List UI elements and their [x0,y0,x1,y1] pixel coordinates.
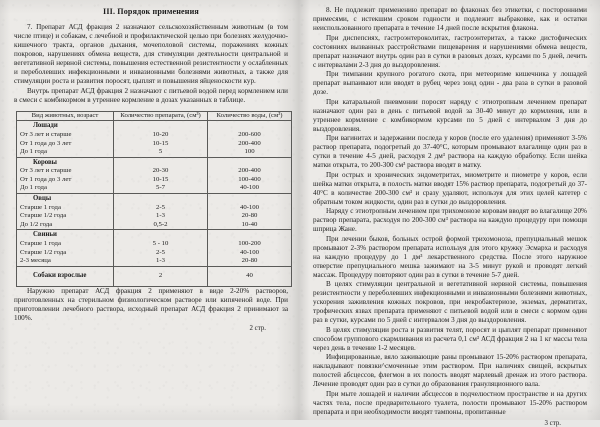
spacer [208,230,291,240]
group-age-row: Старше 1 года [20,240,61,248]
table-row [17,121,292,157]
prep-value: 5-7 [156,184,165,192]
group-age-row: До 1 года [20,148,47,156]
water-value: 200-400 [238,139,261,147]
table-row [17,230,292,266]
water-value: 40 [246,271,253,279]
prep-value: 5 [158,148,163,156]
group-age-row: От 3 лет и старше [20,131,72,139]
column-header-water-amount: Количество воды, (см³) [208,111,292,120]
prep-value: 1-3 [156,257,165,265]
right-page-column [300,0,600,427]
animal-group-sheep [17,193,114,229]
prep-value: 20-30 [152,167,169,175]
water-amount-cell [208,193,292,229]
group-age-row: 2-3 месяца [20,257,51,265]
paragraph-trichomoniasis-bulls: При лечении быков, больных острой формой трихомоноза, препуциальный мешок промывают 2-3% раствором препарата используя для этого кружку Эсмарха и расходуя на каждую процедуру до 1 дм³ лекарственного средства. После этого наружное отверстие препуциального мешка зажимают на 3-5 минут рукой и проводят легкий массаж. Процедуру повторяют один раз в сутки в течение 5-7 дней. [313,234,587,279]
water-value: 20-80 [241,212,258,220]
preparation-amount-cell [114,266,208,286]
group-age-row: От 3 лет и старше [20,167,72,175]
paragraph-infected-wounds: Инфицированные, вяло заживающие раны промывают 15-20% раствором препарата, накладывают повязки^смоченные этим раствором. При наличиях свищей, вскрытых полостей абсцессов, флегмон в их полость вводят марлевый дренаж из этого раствора. Лечение проводят один раз в сутки до образования грануляционного вала. [313,353,587,388]
table-row [17,266,292,286]
preparation-amount-cell [114,121,208,157]
spacer [208,121,291,131]
paragraph-8: 8. Не подлежит применению препарат во флаконах без этикетки, с посторонними примесями, с истекшим сроком годности и подлежит выбраковке, как и остатки неиспользованного препарата в течение 14 дней после вскрытия флакона. [313,6,587,32]
group-title: Собаки взрослые [33,271,87,279]
group-age-row: До 1/2 года [20,220,53,228]
animal-group-dogs [17,266,114,286]
paragraph-catarrhal-pneumonia: При катаральной пневмонии поросят наряду с этиотропным лечением препарат назначают один раз в день с питьевой водой за 30-40 минут до кормления, или в утреннее кормление с комбикормом курсами по 5 дней с интервалом 3 дня до выздоровления. [313,97,587,133]
column-header-preparation-amount: Количество препарата, (см³) [114,111,208,120]
spacer [114,230,207,240]
group-age-row: Старше 1 года [20,203,61,211]
group-title: Лошади [33,122,58,130]
water-amount-cell [208,157,292,193]
dosage-table [16,111,292,287]
group-age-row: От 1 года до 3 лет [20,175,72,183]
group-age-row: До 1 года [20,184,47,192]
water-value: 40-100 [239,248,260,256]
preparation-amount-cell [114,230,208,266]
water-value: 200-400 [238,167,261,175]
prep-value: 5 - 10 [152,240,169,248]
page-title: III. Порядок применения [103,7,199,16]
paragraph-nervous-system-stimulation: В целях стимуляции центральной и вегетативной нервной системы, повышения резистентности у переболевших инфекционными и инвазионными болезнями животных, ускорения заживления кожных покровов, при некробактериозе, экземах, дерматитах, трофических язвах препарата применяют с питьевой водой или в смеси с кормом один раз в сутки, курсами по 5 дней с интервалом 3 дня до выздоровления. [313,280,587,324]
animal-group-swine [17,230,114,266]
group-title: Коровы [33,158,57,166]
spacer [208,158,291,168]
water-value: 100-400 [238,175,261,183]
prep-value: 10-15 [152,139,169,147]
group-title: Свиньи [33,231,57,239]
left-page-number: 2 стр. [249,324,266,332]
water-value: 40-100 [239,184,260,192]
water-value: 100-200 [238,240,261,248]
paragraph-external-use: Наружно препарат АСД фракция 2 применяют в виде 2-20% растворов, приготовленных на стерильном физиологическом растворе или кипяченой воде. При приготовлении лечебного раствора, исходный препарат АСД фракция 2 принимают за 100%. [14,286,288,322]
spacer [114,194,207,204]
water-value: 100 [244,148,255,156]
spacer [114,121,207,131]
dosage-table-header [17,111,292,120]
left-page-column [0,0,300,420]
paragraph-endometritis: При острых и хронических эндометритах, миометрите и пиометре у коров, если шейка матки открыта, в полость матки вводят 15% раствор препарата, подогретый до 37-40°С в количестве 200-300 см³ и сразу удаляют, используя для этих целей катетер с обратным током жидкости, один раз в сутки до выздоровления. [313,170,587,206]
table-header-row [17,111,292,120]
spacer [208,194,291,204]
prep-value: 2-5 [156,203,165,211]
paragraph-strangles-horses: При мыте лошадей и наличии абсцессов в подчелюстном пространстве и на других частях тела, после предварительного туалета, полости промывают 15-20% раствором препарата и при необходимости вводят тампоны, пропитанные [313,389,587,416]
prep-value: 2 [158,271,163,279]
spacer [114,158,207,168]
group-age-row: Старше 1/2 года [20,248,67,256]
table-row [17,193,292,229]
animal-group-cows [17,157,114,193]
water-value: 10-40 [241,220,258,228]
group-age-row: Старше 1/2 года [20,212,67,220]
prep-value: 0,5-2 [153,220,168,228]
paragraph-vaginitis: При вагинитах и задержании последа у коров (после его удаления) применяют 3-5% раствор препарата, подогретый до 37-40°С, которым промывают влагалище один раз в сутки в течение 4-5 дней, расходуя 2 дм³ раствора на каждую обработку. Если шейка матки открыта, то 200-300 см³ раствора вводят в матку. [313,134,587,169]
prep-value: 2-5 [156,248,165,256]
paragraph-7: 7. Препарат АСД фракция 2 назначают сельскохозяйственным животным (в том числе птице) и собакам, с лечебной и профилактической целью при болезнях желудочно-кишечного тракта, органов дыхания, мочеполовой системы, поражениях кожных покровов, нарушениях обмена веществ, для стимуляции деятельности центральной и вегетативной нервной системы, повышения естественной резистентности у ослабленных и переболевших инфекционными и инвазионными болезнями животных, а также для стимуляции роста и развития поросят, цыплят и повышения яйценоскости кур. [14,23,288,86]
water-value: 20-80 [241,257,258,265]
water-value: 200-600 [238,131,261,139]
table-row [17,157,292,193]
column-header-animal: Вид животных, возраст [17,111,114,120]
paragraph-trichomoniasis-cows: Наряду с этиотропным лечением при трихомонозе коровам вводят во влагалище 20% раствор препарата, расходуя по 200-300 см³ раствора на каждую процедуру при помощи шприца Жане. [313,207,587,233]
dosage-table-body [17,121,292,286]
water-amount-cell [208,230,292,266]
paragraph-growth-stimulation: В целях стимуляции роста и развития телят, поросят и цыплят препарат применяют способом группового скармливания из расчета 0,1 см³ АСД фракция 2 на 1 кг массы тела через день в течение 1-2 месяцев. [313,325,587,352]
prep-value: 10-20 [152,131,169,139]
group-age-row: От 1 года до 3 лет [20,139,72,147]
water-amount-cell [208,121,292,157]
preparation-amount-cell [114,157,208,193]
paragraph-oral-administration: Внутрь препарат АСД фракция 2 назначают с питьевой водой перед кормлением или в смеси с комбикормом в утреннее кормление в дозах указанных в таблице. [14,86,288,104]
preparation-amount-cell [114,193,208,229]
animal-group-horses [17,121,114,157]
group-title: Овцы [33,194,52,202]
prep-value: 10-15 [152,175,169,183]
water-value: 40-100 [239,203,260,211]
paragraph-tympany: При тимпании крупного рогатого скота, при метеоризме кишечника у лошадей препарат выпаивают или вводят в рубец через зонд один - два раза в сутки в разовой дозе. [313,70,587,96]
right-page-number: 3 стр. [544,419,561,427]
paragraph-dyspepsia: При диспепсиях, гастроэнтероколитах, гастроэнтеритах, а также дистофических состояниях вызванных расстройствами пищеварения и нарушениями обмена веществ, препарат назначают внутрь один раз в сутки в разовых дозах, курсами по 5 дней, лечить с интервалами 2-3 дня до выздоровления. [313,33,587,69]
water-amount-cell [208,266,292,286]
prep-value: 1-3 [156,212,165,220]
